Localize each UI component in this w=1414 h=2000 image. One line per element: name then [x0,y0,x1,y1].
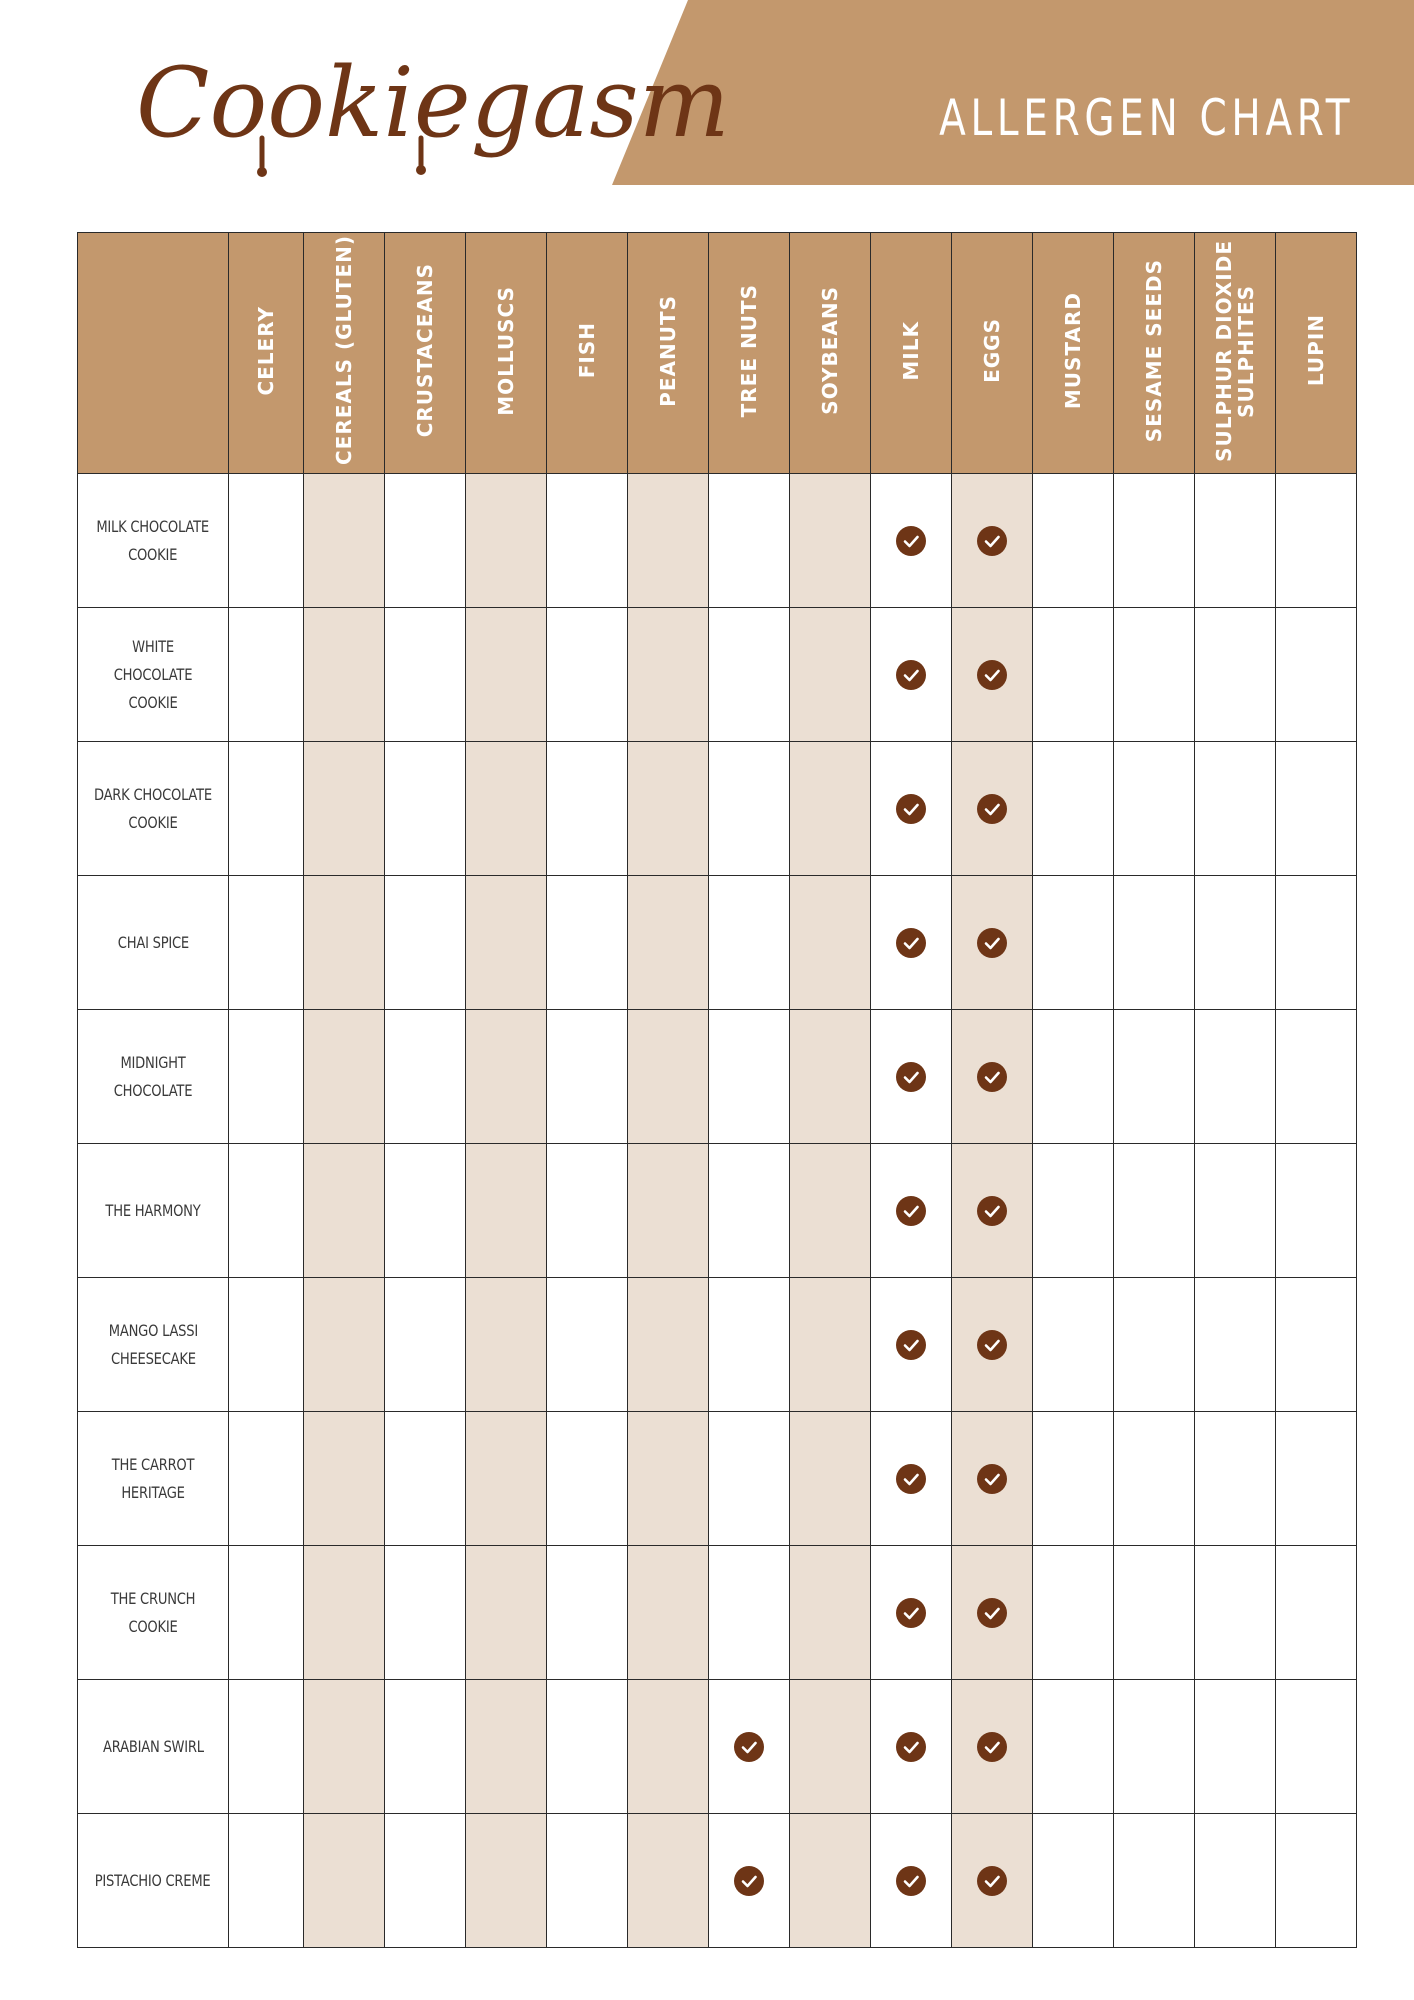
allergen-cell [628,1144,709,1278]
allergen-cell [1276,474,1357,608]
check-circle-icon [977,526,1007,556]
chart-title: ALLERGEN CHART [938,89,1354,147]
allergen-cell [790,1546,871,1680]
allergen-cell [790,1680,871,1814]
allergen-cell [790,474,871,608]
allergen-cell [229,1680,304,1814]
product-name: CHAI SPICE [117,932,189,952]
allergen-cell [1276,1680,1357,1814]
allergen-cell [1195,1412,1276,1546]
allergen-cell [871,608,952,742]
allergen-cell [628,742,709,876]
allergen-cell [229,474,304,608]
allergen-cell [385,876,466,1010]
allergen-cell [790,742,871,876]
allergen-cell [871,1814,952,1948]
column-header [304,233,385,474]
brand-name: Cookiegasm [136,47,730,159]
product-name: WHITE CHOCOLATE COOKIE [113,636,193,712]
allergen-cell [547,1010,628,1144]
column-header [466,233,547,474]
check-circle-icon [896,526,926,556]
allergen-cell [952,474,1033,608]
allergen-cell [304,1278,385,1412]
allergen-cell [304,1010,385,1144]
allergen-cell [1195,1278,1276,1412]
column-header [1276,233,1357,474]
table-row [78,876,1357,1010]
allergen-cell [1195,1144,1276,1278]
table-row [78,1412,1357,1546]
product-name-cell [78,1144,229,1278]
column-header-label: CEREALS (GLUTEN) [332,235,356,466]
allergen-cell [229,1814,304,1948]
product-name-cell [78,1412,229,1546]
allergen-cell [547,876,628,1010]
allergen-cell [547,1680,628,1814]
column-header [547,233,628,474]
product-name: PISTACHIO CREME [95,1870,211,1890]
table-row [78,474,1357,608]
allergen-cell [871,1278,952,1412]
allergen-cell [1033,1814,1114,1948]
allergen-cell [1114,1412,1195,1546]
allergen-cell [871,474,952,608]
allergen-cell [385,1144,466,1278]
allergen-cell [1114,876,1195,1010]
product-name-cell [78,608,229,742]
column-header [385,233,466,474]
allergen-cell [1195,1680,1276,1814]
allergen-cell [304,1814,385,1948]
column-header-label: FISH [575,322,599,379]
check-circle-icon [977,1330,1007,1360]
check-circle-icon [977,1866,1007,1896]
allergen-cell [952,1144,1033,1278]
allergen-cell [1195,474,1276,608]
check-circle-icon [977,1598,1007,1628]
allergen-cell [1114,1144,1195,1278]
check-circle-icon [896,1062,926,1092]
product-name: MILK CHOCOLATE COOKIE [96,516,210,564]
allergen-cell [466,1546,547,1680]
allergen-cell [1114,608,1195,742]
allergen-cell [709,876,790,1010]
allergen-cell [547,1546,628,1680]
allergen-cell [385,1546,466,1680]
allergen-cell [871,1144,952,1278]
allergen-cell [952,608,1033,742]
check-circle-icon [977,928,1007,958]
table-row [78,1814,1357,1948]
allergen-cell [790,1278,871,1412]
allergen-cell [709,608,790,742]
allergen-cell [1033,1680,1114,1814]
allergen-cell [547,1278,628,1412]
column-header [709,233,790,474]
allergen-cell [952,1010,1033,1144]
table-row [78,1144,1357,1278]
product-name: MANGO LASSI CHEESECAKE [108,1320,198,1368]
column-header [628,233,709,474]
allergen-cell [1276,1010,1357,1144]
allergen-cell [952,1278,1033,1412]
allergen-cell [790,1412,871,1546]
allergen-cell [1195,1010,1276,1144]
allergen-cell [385,608,466,742]
allergen-cell [304,876,385,1010]
allergen-cell [1033,876,1114,1010]
allergen-cell [709,1546,790,1680]
check-circle-icon [977,1196,1007,1226]
allergen-cell [871,876,952,1010]
check-circle-icon [896,1732,926,1762]
allergen-cell [709,1278,790,1412]
allergen-cell [229,876,304,1010]
product-name-cell [78,1680,229,1814]
allergen-cell [871,1680,952,1814]
allergen-cell [385,1814,466,1948]
check-circle-icon [977,1062,1007,1092]
check-circle-icon [896,1196,926,1226]
allergen-cell [547,1814,628,1948]
column-header [1114,233,1195,474]
allergen-cell [1114,1814,1195,1948]
allergen-cell [304,474,385,608]
allergen-cell [1114,1680,1195,1814]
check-circle-icon [896,660,926,690]
allergen-cell [1276,1546,1357,1680]
check-circle-icon [896,1598,926,1628]
table-row [78,1680,1357,1814]
allergen-cell [1033,1278,1114,1412]
check-circle-icon [977,1732,1007,1762]
allergen-cell [709,1814,790,1948]
allergen-cell [304,742,385,876]
allergen-cell [466,1010,547,1144]
allergen-cell [229,1144,304,1278]
allergen-cell [1033,1412,1114,1546]
table-row [78,1010,1357,1144]
product-name: DARK CHOCOLATE COOKIE [93,784,213,832]
allergen-cell [1195,1814,1276,1948]
table-header-row [78,233,1357,474]
column-header-label: CELERY [254,305,278,396]
allergen-cell [628,876,709,1010]
product-name-cell [78,1546,229,1680]
allergen-cell [1033,1144,1114,1278]
allergen-cell [547,1412,628,1546]
allergen-cell [466,608,547,742]
allergen-cell [385,1412,466,1546]
allergen-cell [952,1546,1033,1680]
allergen-cell [466,1680,547,1814]
allergen-cell [229,1010,304,1144]
column-header-label: EGGS [980,318,1004,383]
allergen-cell [229,742,304,876]
allergen-cell [1276,1412,1357,1546]
allergen-cell [1033,742,1114,876]
allergen-cell [466,1814,547,1948]
allergen-cell [547,742,628,876]
allergen-cell [709,1680,790,1814]
allergen-cell [709,1412,790,1546]
allergen-cell [385,474,466,608]
check-circle-icon [977,794,1007,824]
allergen-cell [547,608,628,742]
allergen-cell [1033,474,1114,608]
product-name: THE CRUNCH COOKIE [110,1588,196,1636]
allergen-cell [385,1680,466,1814]
allergen-cell [871,1546,952,1680]
check-circle-icon [896,1330,926,1360]
allergen-cell [466,1412,547,1546]
allergen-cell [709,1010,790,1144]
product-name-cell [78,474,229,608]
allergen-cell [466,876,547,1010]
allergen-cell [1114,1010,1195,1144]
check-circle-icon [896,1866,926,1896]
allergen-cell [628,474,709,608]
product-name-cell [78,876,229,1010]
column-header-label: MUSTARD [1061,291,1085,410]
product-name: ARABIAN SWIRL [102,1736,204,1756]
allergen-cell [1276,742,1357,876]
allergen-cell [304,1144,385,1278]
allergen-cell [1033,1010,1114,1144]
allergen-cell [466,742,547,876]
table-row [78,742,1357,876]
product-name-cell [78,1010,229,1144]
product-name: THE CARROT HERITAGE [111,1454,195,1502]
allergen-cell [709,742,790,876]
allergen-cell [1195,876,1276,1010]
allergen-cell [1276,1278,1357,1412]
allergen-cell [628,608,709,742]
allergen-cell [466,474,547,608]
allergen-cell [1114,1278,1195,1412]
column-header-label: SOYBEANS [818,286,842,415]
allergen-cell [628,1814,709,1948]
allergen-cell [1276,1814,1357,1948]
allergen-cell [229,608,304,742]
allergen-cell [790,876,871,1010]
allergen-cell [466,1144,547,1278]
allergen-cell [1276,876,1357,1010]
column-header-label: MOLLUSCS [494,285,518,416]
allergen-cell [628,1680,709,1814]
column-header [229,233,304,474]
column-header-label: LUPIN [1304,314,1328,387]
allergen-cell [1195,1546,1276,1680]
allergen-cell [790,1814,871,1948]
allergen-cell [229,1278,304,1412]
allergen-cell [1276,608,1357,742]
allergen-cell [1114,1546,1195,1680]
allergen-cell [385,1278,466,1412]
column-header [871,233,952,474]
check-circle-icon [896,794,926,824]
check-circle-icon [896,928,926,958]
table-row [78,608,1357,742]
allergen-cell [1195,742,1276,876]
product-name-cell [78,1278,229,1412]
column-header-label: TREE NUTS [737,283,761,418]
product-name-cell [78,1814,229,1948]
allergen-cell [709,474,790,608]
check-circle-icon [734,1866,764,1896]
column-header-label: CRUSTACEANS [413,263,437,438]
check-circle-icon [734,1732,764,1762]
allergen-cell [628,1412,709,1546]
column-header-label: SULPHUR DIOXIDE SULPHITES [1212,239,1258,462]
allergen-cell [304,608,385,742]
product-name-cell [78,742,229,876]
header-corner-cell [78,233,229,474]
column-header [790,233,871,474]
allergen-cell [547,474,628,608]
column-header [952,233,1033,474]
brand-logo [130,18,730,188]
allergen-cell [1033,608,1114,742]
allergen-cell [1114,742,1195,876]
column-header-label: SESAME SEEDS [1142,258,1166,443]
check-circle-icon [977,660,1007,690]
product-name: THE HARMONY [105,1200,201,1220]
allergen-cell [547,1144,628,1278]
table-row [78,1278,1357,1412]
column-header-label: PEANUTS [656,294,680,407]
column-header [1195,233,1276,474]
allergen-cell [952,742,1033,876]
allergen-cell [304,1680,385,1814]
allergen-cell [871,1010,952,1144]
allergen-cell [229,1412,304,1546]
allergen-cell [871,1412,952,1546]
allergen-cell [952,1814,1033,1948]
product-name: MIDNIGHT CHOCOLATE [113,1052,193,1100]
allergen-cell [304,1412,385,1546]
allergen-cell [385,1010,466,1144]
allergen-cell [628,1010,709,1144]
allergen-cell [229,1546,304,1680]
allergen-cell [1033,1546,1114,1680]
allergen-cell [385,742,466,876]
allergen-cell [709,1144,790,1278]
table-row [78,1546,1357,1680]
allergen-cell [790,1144,871,1278]
allergen-cell [304,1546,385,1680]
allergen-cell [871,742,952,876]
column-header [1033,233,1114,474]
check-circle-icon [977,1464,1007,1494]
column-header-label: MILK [899,320,923,381]
allergen-cell [790,608,871,742]
allergen-cell [628,1546,709,1680]
allergen-cell [628,1278,709,1412]
allergen-cell [952,1680,1033,1814]
allergen-cell [1114,474,1195,608]
allergen-cell [790,1010,871,1144]
allergen-table [77,232,1357,1948]
check-circle-icon [896,1464,926,1494]
allergen-cell [1276,1144,1357,1278]
allergen-cell [466,1278,547,1412]
allergen-cell [1195,608,1276,742]
allergen-cell [952,1412,1033,1546]
allergen-cell [952,876,1033,1010]
